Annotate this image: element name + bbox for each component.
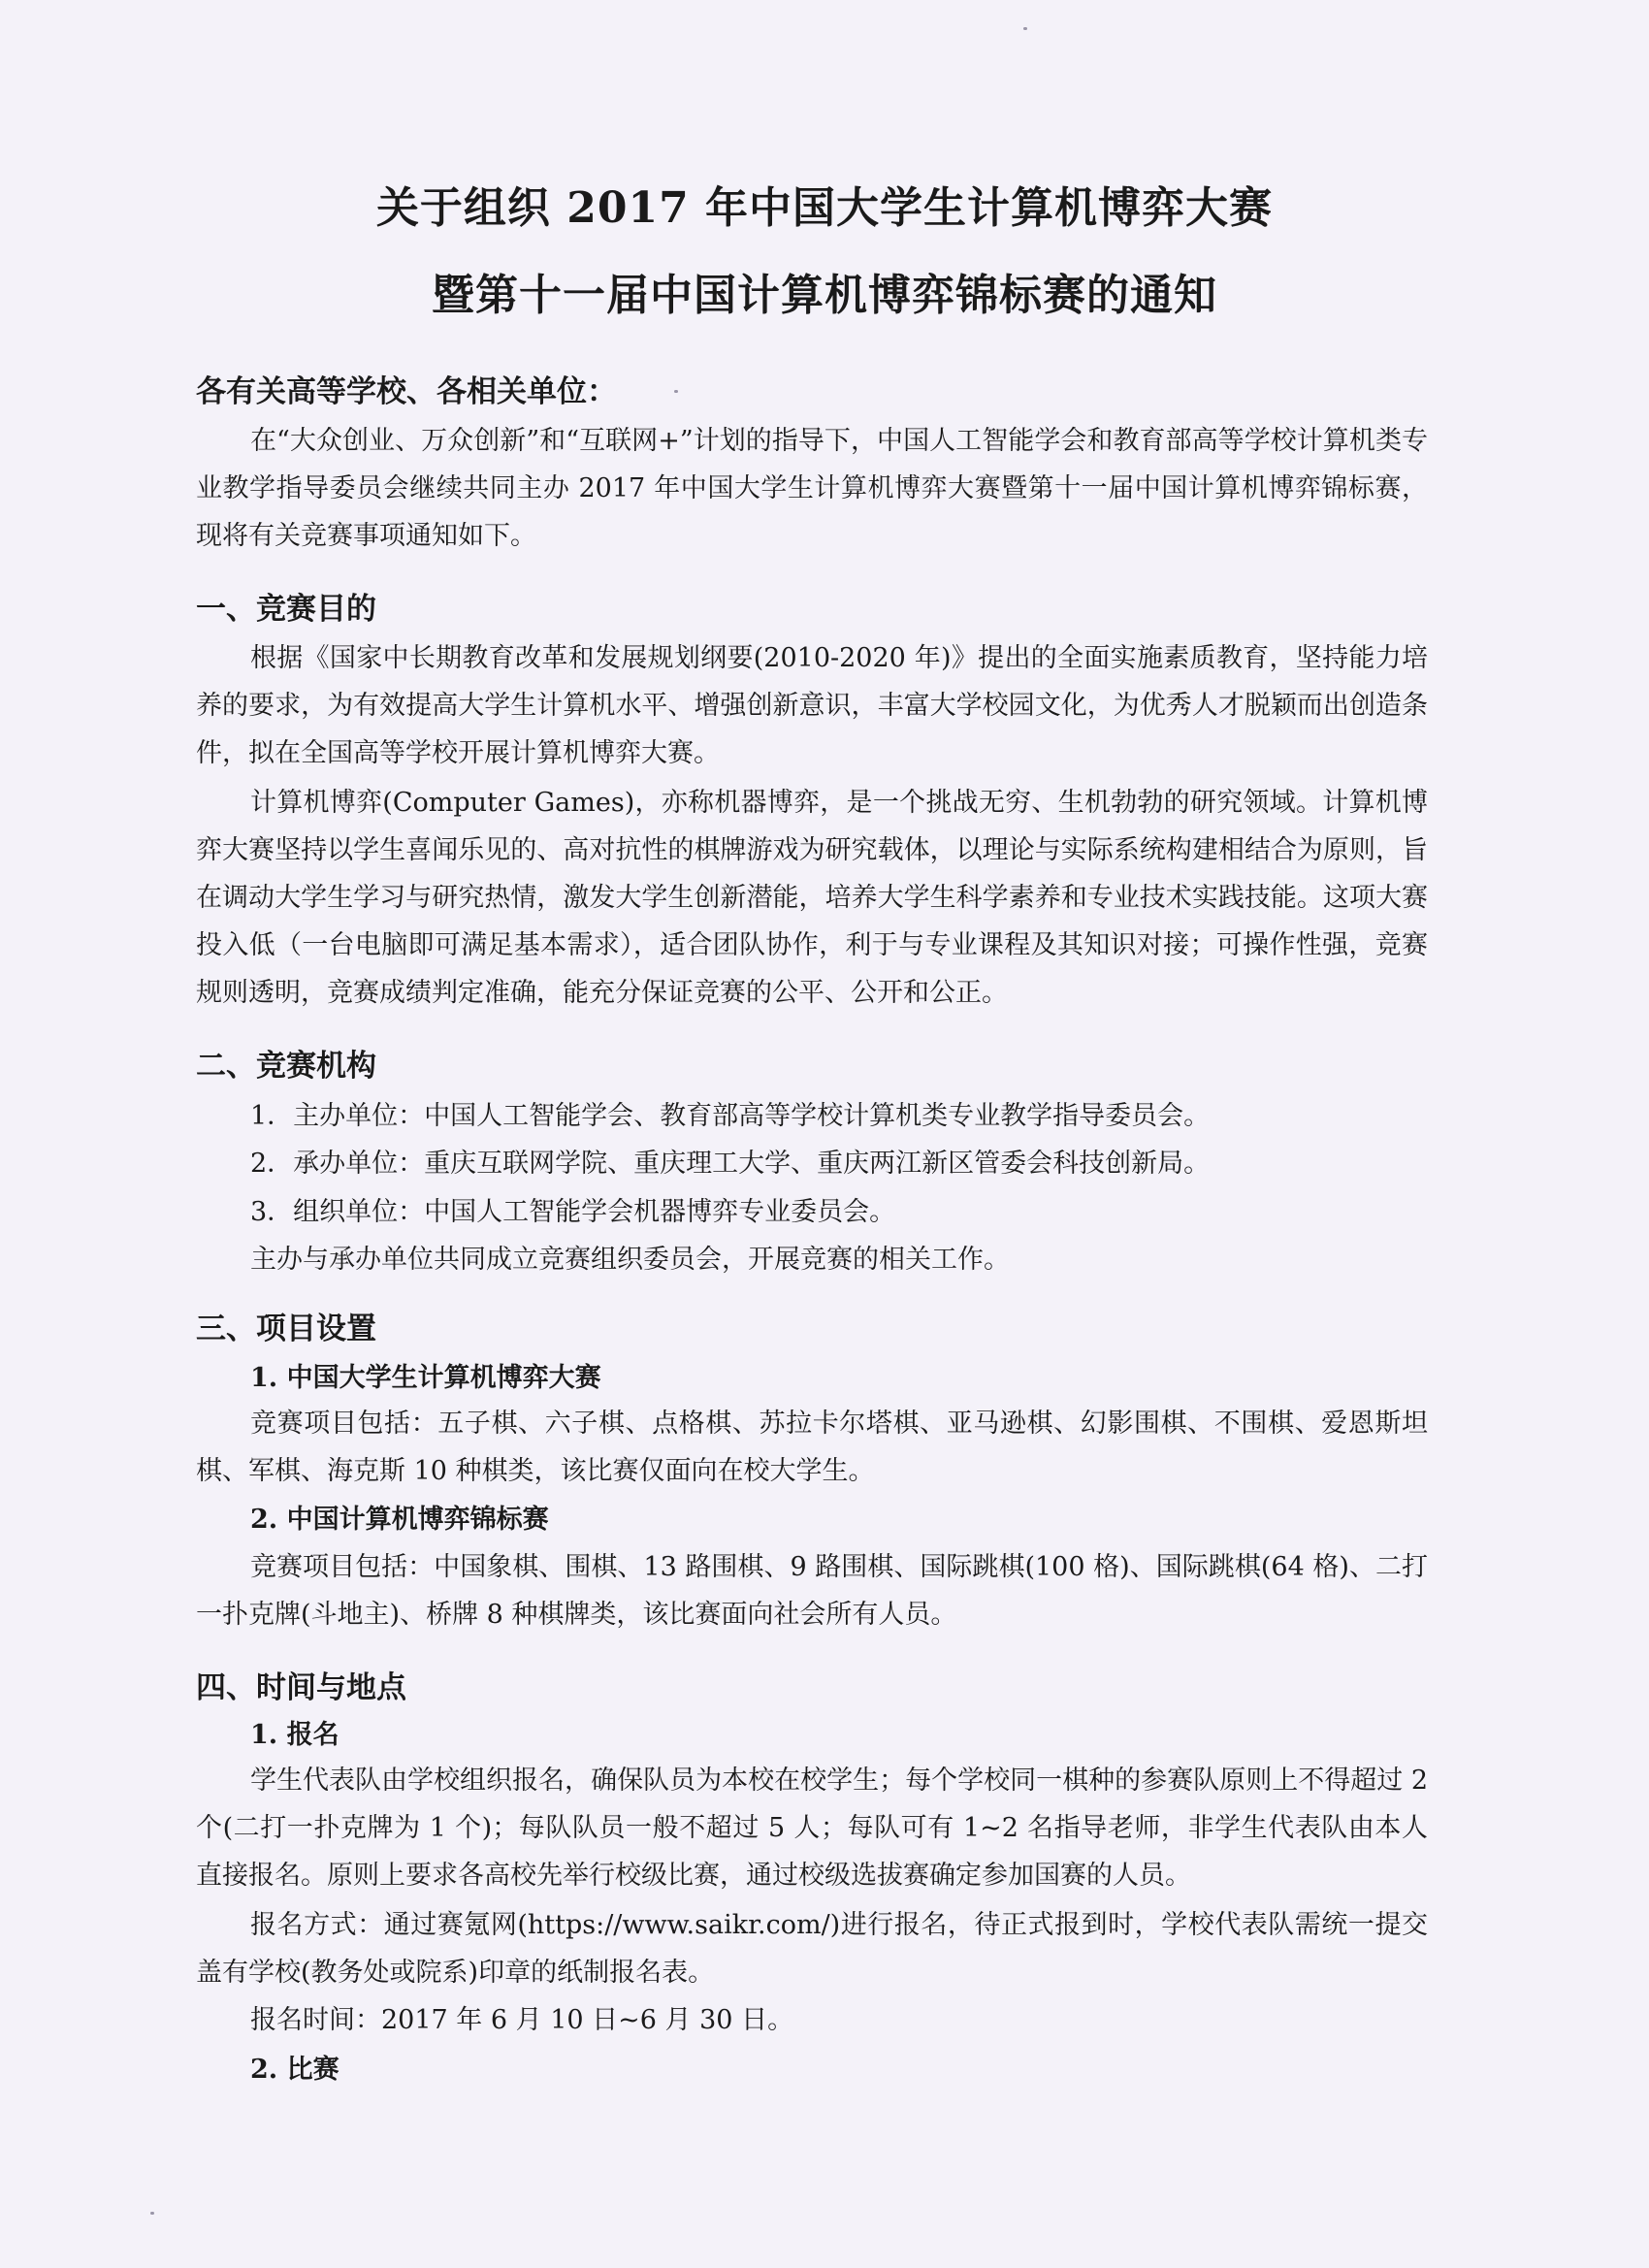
section-4-sub-2-heading: 2. 比赛 [250, 2055, 340, 2085]
section-1-heading: 一、竞赛目的 [196, 592, 376, 627]
section-2-item-3: 3．组织单位：中国人工智能学会机器博弈专业委员会。 [250, 1197, 896, 1227]
document-title-line-2: 暨第十一届中国计算机博弈锦标赛的通知 [432, 271, 1217, 320]
section-3-sub-2-heading: 2. 中国计算机博弈锦标赛 [250, 1505, 549, 1535]
section-2-heading: 二、竞赛机构 [196, 1049, 376, 1084]
section-4-heading: 四、时间与地点 [196, 1670, 406, 1705]
scan-speck [150, 2212, 154, 2215]
section-3-heading: 三、项目设置 [196, 1312, 376, 1346]
section-4-paragraph-1: 学生代表队由学校组织报名，确保队员为本校在校学生；每个学校同一棋种的参赛队原则上不得超过 2 个(二打一扑克牌为 1 个)；每队队员一般不超过 5 人；每队可有 1~2 名指导老师，非学生代表队由本人直接报名。原则上要求各高校先举行校级比赛，通过校级选拔赛确定参加国赛的人员。 [196, 1766, 1428, 1891]
section-4-paragraph-3: 报名时间：2017 年 6 月 10 日~6 月 30 日。 [250, 2005, 794, 2035]
intro-paragraph: 在“大众创业、万众创新”和“互联网+”计划的指导下，中国人工智能学会和教育部高等学校计算机类专业教学指导委员会继续共同主办 2017 年中国大学生计算机博弈大赛暨第十一届中国计算机博弈锦标赛，现将有关竞赛事项通知如下。 [196, 426, 1428, 551]
section-4-sub-1-heading: 1. 报名 [250, 1720, 340, 1750]
section-1-paragraph-1: 根据《国家中长期教育改革和发展规划纲要(2010-2020 年)》提出的全面实施素质教育，坚持能力培养的要求，为有效提高大学生计算机水平、增强创新意识，丰富大学校园文化，为优秀人才脱颖而出创造条件，拟在全国高等学校开展计算机博弈大赛。 [196, 643, 1428, 768]
salutation: 各有关高等学校、各相关单位： [196, 374, 617, 409]
section-2-note: 主办与承办单位共同成立竞赛组织委员会，开展竞赛的相关工作。 [250, 1245, 1010, 1275]
section-3-sub-2-text: 竞赛项目包括：中国象棋、围棋、13 路围棋、9 路围棋、国际跳棋(100 格)、国际跳棋(64 格)、二打一扑克牌(斗地主)、桥牌 8 种棋牌类，该比赛面向社会所有人员。 [196, 1552, 1428, 1630]
section-2-item-1: 1．主办单位：中国人工智能学会、教育部高等学校计算机类专业教学指导委员会。 [250, 1101, 1211, 1131]
section-1-paragraph-2: 计算机博弈(Computer Games)，亦称机器博弈，是一个挑战无穷、生机勃勃的研究领域。计算机博弈大赛坚持以学生喜闻乐见的、高对抗性的棋牌游戏为研究载体，以理论与实际系统构建相结合为原则，旨在调动大学生学习与研究热情，激发大学生创新潜能，培养大学生科学素养和专业技术实践技能。这项大赛投入低（一台电脑即可满足基本需求），适合团队协作，利于与专业课程及其知识对接；可操作性强，竞赛规则透明，竞赛成绩判定准确，能充分保证竞赛的公平、公开和公正。 [196, 788, 1428, 1008]
section-4-paragraph-2: 报名方式：通过赛氪网(https://www.saikr.com/)进行报名，待正式报到时，学校代表队需统一提交盖有学校(教务处或院系)印章的纸制报名表。 [196, 1910, 1428, 1988]
document-title-line-1: 关于组织 2017 年中国大学生计算机博弈大赛 [375, 183, 1274, 233]
section-3-sub-1-text: 竞赛项目包括：五子棋、六子棋、点格棋、苏拉卡尔塔棋、亚马逊棋、幻影围棋、不围棋、爱恩斯坦棋、军棋、海克斯 10 种棋类，该比赛仅面向在校大学生。 [196, 1409, 1428, 1486]
section-2-item-2: 2．承办单位：重庆互联网学院、重庆理工大学、重庆两江新区管委会科技创新局。 [250, 1149, 1211, 1179]
section-3-sub-1-heading: 1. 中国大学生计算机博弈大赛 [250, 1363, 601, 1393]
scan-speck [1023, 27, 1027, 30]
scan-speck [674, 390, 678, 393]
